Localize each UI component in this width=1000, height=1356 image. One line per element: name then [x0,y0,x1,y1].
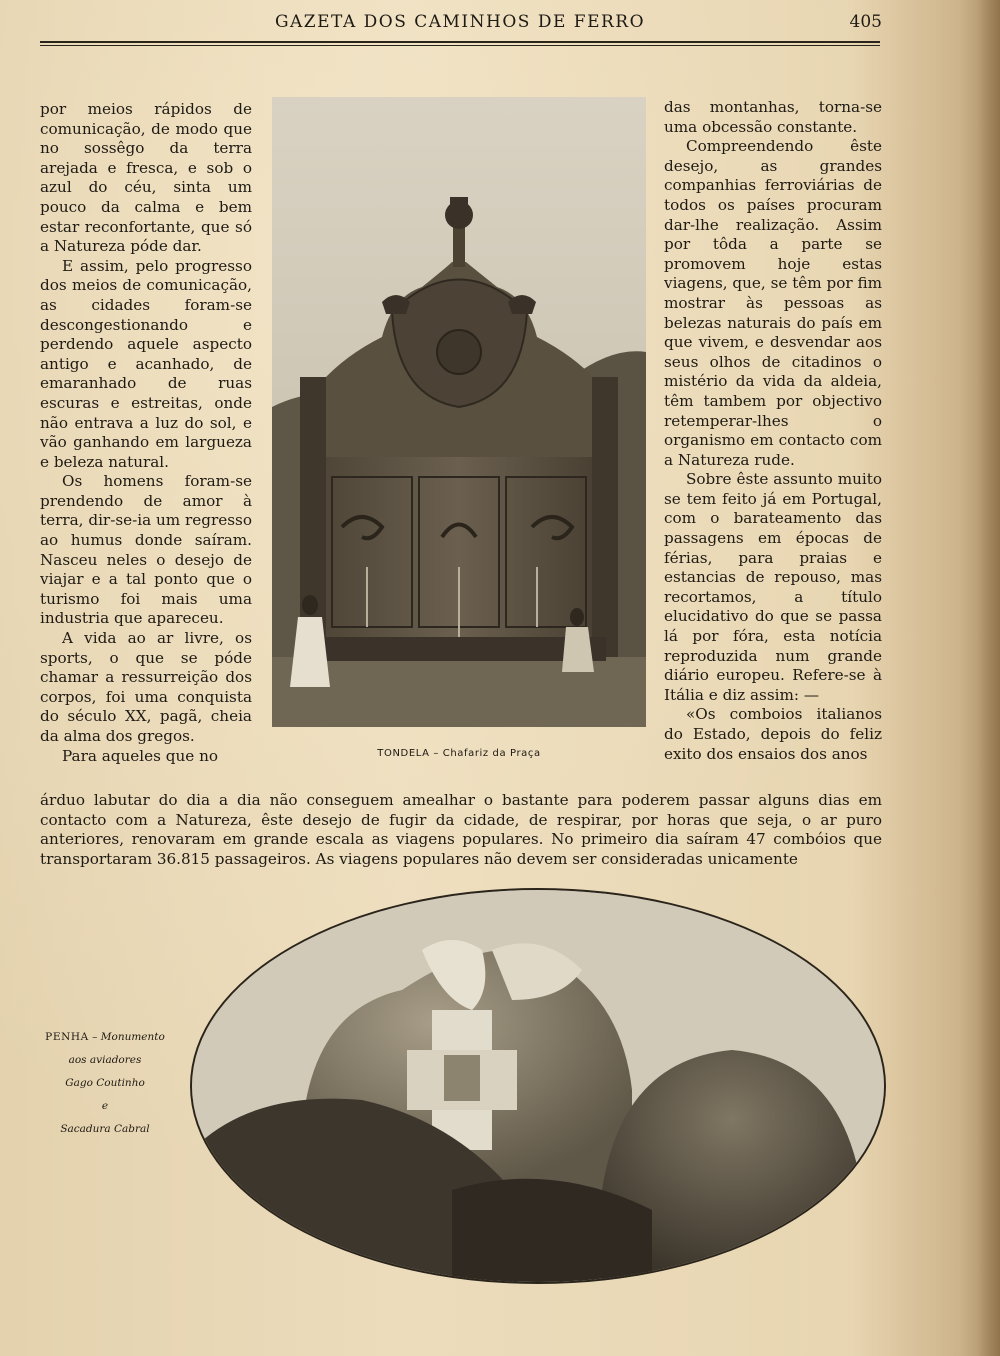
paragraph: «Os comboios italianos do Estado, depois do feliz exito dos ensaios dos anos [664,705,882,763]
caption-title: – Monumento [88,1031,165,1043]
fountain-illustration [272,97,646,727]
page-edge-shadow [978,0,1000,1356]
paragraph: Os homens foram-se prendendo de amor à terra, dir-se-ia um regresso ao humus donde saíram. Nasceu neles o desejo de viajar e a tal ponto que o turismo foi mais uma industria que apareceu. [40,472,252,628]
magazine-title: GAZETA DOS CAMINHOS DE FERRO [274,12,646,32]
page-number: 405 [849,12,882,32]
photo-caption-tondela: TONDELA – Chafariz da Praça [377,748,541,759]
caption-line: Gago Coutinho [65,1077,145,1089]
caption-line [30,1026,180,1049]
paragraph: Para aqueles que no [62,746,218,765]
caption-place: PENHA [45,1031,89,1043]
text-column-left [40,100,252,766]
header-rule-thin [40,45,880,46]
paragraph: E assim, pelo progresso dos meios de comunicação, as cidades foram-se descongestionando e perdendo aquele aspecto antigo e acanhado, de emaranhado de ruas escuras e estreitas, onde não entrava a luz do sol, e vão ganhando em largueza e beleza natural. [40,256,252,471]
paragraph: das montanhas, torna-se uma obcessão constante. [664,98,882,136]
caption-line: aos aviadores [68,1054,142,1066]
text-column-right [664,98,882,764]
photo-penha-monument [190,888,886,1284]
paragraph: A vida ao ar livre, os sports, o que se póde chamar a ressurreição dos corpos, foi uma conquista do século XX, pagã, cheia da alma dos gregos. [40,629,252,745]
paragraph: por meios rápidos de comunicação, de modo que no sossêgo da terra arejada e fresca, e sob o azul do céu, sinta um pouco da calma e bem estar reconfortante, que só a Natureza póde dar. [40,100,252,256]
paragraph: Compreendendo êste desejo, as grandes companhias ferroviárias de todos os países procuram dar-lhe realização. Assim por tôda a parte se promovem hoje estas viagens, que, se têm por fim mostrar às pessoas as belezas naturais do país em que vivem, e desvendar aos seus olhos de citadinos o mistério da vida da aldeia, têm tambem por objectivo retemperar-lhes o organismo em contacto com a Natureza rude. [664,137,882,469]
photo-tondela-fountain [272,97,646,727]
paragraph: árduo labutar do dia a dia não conseguem amealhar o bastante para poderem passar alguns dias em contacto com a Natureza, êste desejo de fugir da cidade, de respirar, por horas que seja, o ar puro anteriores, renovaram em grande escala as viagens populares. No primeiro dia saíram 47 combóios que transportaram 36.815 passageiros. As viagens populares não devem ser consideradas unicamente [40,791,882,868]
monument-illustration [192,890,884,1282]
caption-line: e [101,1100,109,1112]
header-rule [40,41,880,43]
paragraph: Sobre êste assunto muito se tem feito já em Portugal, com o barateamento das passagens em épocas de férias, para praias e estancias de repouso, mas recortamos, a título elucidativo do que se passa lá por fóra, esta notícia reproduzida num grande diário europeu. Refere-se à Itália e diz assim: — [664,470,882,704]
caption-line: Sacadura Cabral [60,1123,150,1135]
photo-caption-penha [30,1026,180,1141]
text-bottom-span [40,791,882,869]
